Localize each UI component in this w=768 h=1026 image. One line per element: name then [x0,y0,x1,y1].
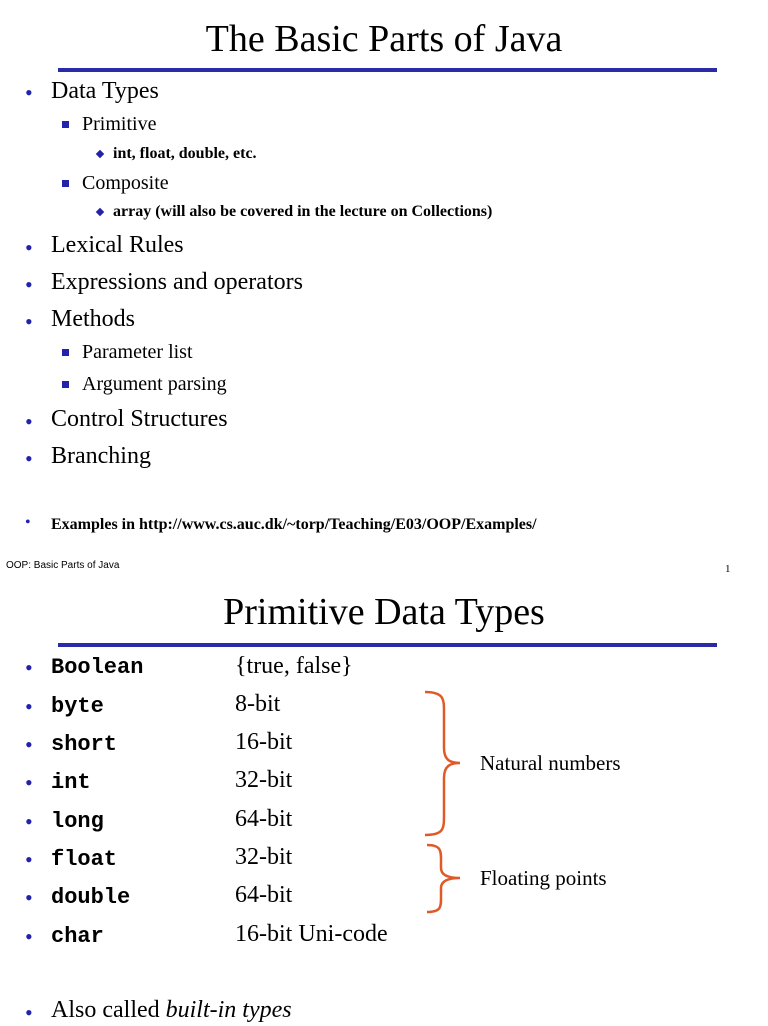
item-branching: Branching [51,443,151,469]
slide-1-title: The Basic Parts of Java [205,18,563,60]
also-called-prefix: Also called [51,997,166,1023]
bullet-dot: • [25,847,33,872]
item-data-types: Data Types [51,78,159,104]
slide-2-title: Primitive Data Types [223,591,545,633]
type-value: 16-bit Uni-code [235,921,388,947]
type-name: Boolean [51,655,144,680]
item-lexical-rules: Lexical Rules [51,232,184,258]
bullet-dot: • [25,655,33,680]
type-value: 32-bit [235,844,293,870]
bullet-dot: • [25,409,33,434]
built-in-types-emphasis: built-in types [165,997,292,1023]
type-name: char [51,924,104,949]
type-value: 32-bit [235,767,293,793]
floating-points-label: Floating points [480,866,607,890]
type-name: short [51,732,118,757]
natural-numbers-label: Natural numbers [480,751,621,775]
bullet-dot: • [25,809,33,834]
bullet-dot: • [25,80,33,105]
item-int-float-double: int, float, double, etc. [113,145,257,162]
type-name: byte [51,694,104,719]
bullet-dot: • [25,272,33,297]
type-value: {true, false} [235,653,353,679]
bullet-dot: • [25,235,33,260]
bullet-dot: • [25,770,33,795]
type-name: double [51,885,131,910]
item-primitive: Primitive [82,113,157,135]
type-value: 16-bit [235,729,293,755]
natural-numbers-brace [425,692,460,835]
type-name: long [51,809,104,834]
bullet-dot: • [25,885,33,910]
also-called-line [51,997,292,1024]
type-name: float [51,847,118,872]
item-argument-parsing: Argument parsing [82,373,227,395]
type-value: 8-bit [235,691,281,717]
item-methods: Methods [51,306,135,332]
type-value: 64-bit [235,806,293,832]
floating-points-brace [427,845,460,912]
item-array: array (will also be covered in the lecture on Collections) [113,203,493,220]
bullet-dot: • [25,309,33,334]
page-number: 1 [725,563,731,575]
bullet-dot: • [25,514,31,531]
bullet-dot: • [25,924,33,949]
bullet-dot: • [25,694,33,719]
item-parameter-list: Parameter list [82,341,193,363]
item-expressions-operators: Expressions and operators [51,269,303,295]
type-value: 64-bit [235,882,293,908]
item-examples-link: Examples in http://www.cs.auc.dk/~torp/Teaching/E03/OOP/Examples/ [51,516,537,533]
bullet-dot: • [25,446,33,471]
bullet-dot: • [25,1000,33,1025]
item-composite: Composite [82,172,169,194]
type-name: int [51,770,91,795]
item-control-structures: Control Structures [51,406,228,432]
slide-footer: OOP: Basic Parts of Java [6,560,120,571]
bullet-dot: • [25,732,33,757]
